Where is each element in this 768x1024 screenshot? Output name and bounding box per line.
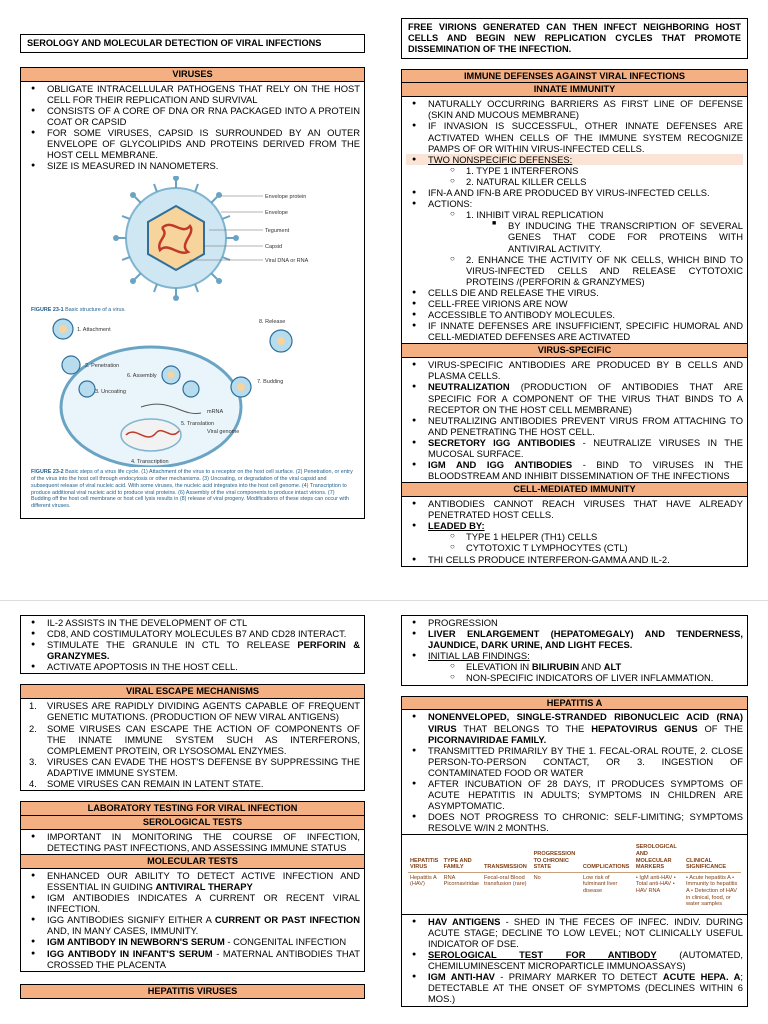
list-item: ● IMPORTANT IN MONITORING THE COURSE OF INFECTION, DETECTING PAST INFECTIONS, AND ASSESSING IMMUNE STATUS [25, 831, 360, 853]
list-item: ● IGG ANTIBODY IN INFANT'S SERUM - MATERNAL ANTIBODIES THAT CROSSED THE PLACENTA [25, 948, 360, 970]
list-item: ● CELL-FREE VIRIONS ARE NOW [406, 298, 743, 309]
label-viral-dna: Viral DNA or RNA [265, 258, 309, 265]
table-row [408, 872, 741, 909]
list-item: ● FOR SOME VIRUSES, CAPSID IS SURROUNDED BY AN OUTER ENVELOPE OF GLYCOLIPIDS AND PROTEINS DERIVED FROM THE HOST CELL MEMBRANE. [25, 127, 360, 160]
molecular-header: MOLECULAR TESTS [21, 854, 364, 869]
list-item: ● IGG ANTIBODIES SIGNIFY EITHER A CURRENT OR PAST INFECTION AND, IN MANY CASES, IMMUNITY. [25, 914, 360, 936]
free-virions-note: FREE VIRIONS GENERATED CAN THEN INFECT NEIGHBORING HOST CELLS AND BEGIN NEW REPLICATION CYCLES THAT PROMOTE DISSEMINATION OF THE INFECTION. [401, 18, 748, 59]
list-item: ● VIRUS-SPECIFIC ANTIBODIES ARE PRODUCED BY B CELLS AND PLASMA CELLS. [406, 359, 743, 381]
hav-table-wrap [402, 834, 747, 913]
list-item: ● LIVER ENLARGEMENT (HEPATOMEGALY) AND TENDERNESS, JAUNDICE, DARK URINE, AND LIGHT FECES. [406, 628, 743, 650]
table-header: TYPE AND FAMILY [442, 843, 482, 872]
table-cell: No [533, 874, 541, 881]
innate-header: INNATE IMMUNITY [402, 83, 747, 97]
hepatitis-a-header: HEPATITIS A [402, 697, 747, 711]
progression-section [401, 615, 748, 686]
list-item: ● NATURALLY OCCURRING BARRIERS AS FIRST LINE OF DEFENSE (SKIN AND MUCOUS MEMBRANE) [406, 98, 743, 120]
escape-header: VIRAL ESCAPE MECHANISMS [21, 685, 364, 699]
virus-specific-list [402, 358, 747, 482]
list-item: ○ ELEVATION IN BILIRUBIN AND ALT [406, 661, 743, 672]
list-item: ○ 2. ENHANCE THE ACTIVITY OF NK CELLS, WHICH BIND TO VIRUS-INFECTED CELLS AND RELEASE CYTOTOXIC PROTEINS /(PERFORIN & GRANZYMES) [406, 254, 743, 287]
list-item: ● THI CELLS PRODUCE INTERFERON-GAMMA AND IL-2. [406, 554, 743, 565]
list-item: ● IL-2 ASSISTS IN THE DEVELOPMENT OF CTL [25, 617, 360, 628]
figure-2-caption: FIGURE 23-2 Basic steps of a virus life cycle. (1) Attachment of the virus to a receptor on the host cell surface. (2) Penetration, or entry of the virus into the host cell through endocytosis or other mechanisms. (3) Uncoating, or degradation of the viral capsid and subsequent release of viral nucleic acid. With some viruses, the nucleic acid integrates into the host cell genome. (4) Transcription to produce additional viral nucleic acid to produce viral proteins. (6) Assembly of the viral components to produce intact virions. (7) Budding off the host cell membrane or host cell lysis results in (8) release of viral progeny. Modifications of these steps can occur with different viruses. [31, 469, 353, 510]
immune-header: IMMUNE DEFENSES AGAINST VIRAL INFECTIONS [402, 70, 747, 84]
list-item: ● ENHANCED OUR ABILITY TO DETECT ACTIVE INFECTION AND ESSENTIAL IN GUIDING ANTIVIRAL THERAPY [25, 870, 360, 892]
list-item: ● ACCESSIBLE TO ANTIBODY MOLECULES. [406, 309, 743, 320]
virus-structure-diagram [31, 176, 356, 304]
list-item: ● IGM ANTIBODY IN NEWBORN'S SERUM - CONGENITAL INFECTION [25, 936, 360, 947]
table-cell: RNA Picornaviridae [443, 874, 480, 888]
list-item: ● CD8, AND COSTIMULATORY MOLECULES B7 AND CD28 INTERACT. [25, 628, 360, 639]
list-item: ■ BY INDUCING THE TRANSCRIPTION OF SEVERAL GENES THAT CODE FOR PROTEINS WITH ANTIVIRAL ACTIVITY. [406, 220, 743, 253]
molecular-list [21, 869, 364, 971]
list-item: ● OBLIGATE INTRACELLULAR PATHOGENS THAT RELY ON THE HOST CELL FOR THEIR REPLICATION AND SURVIVAL [25, 83, 360, 105]
viruses-list [21, 82, 364, 173]
hav-antibody-list [402, 914, 747, 1006]
list-item: ● IFN-A AND IFN-B ARE PRODUCED BY VIRUS-INFECTED CELLS. [406, 187, 743, 198]
escape-section [20, 684, 365, 791]
list-item: ● CELLS DIE AND RELEASE THE VIRUS. [406, 287, 743, 298]
list-item: ● DOES NOT PROGRESS TO CHRONIC: SELF-LIMITING; SYMPTOMS RESOLVE W/IN 2 MONTHS. [406, 811, 743, 833]
right-column-2 [401, 615, 748, 1007]
hepatitis-a-section [401, 696, 748, 1007]
label-attachment: 1. Attachment [77, 327, 111, 334]
cell-mediated-header: CELL-MEDIATED IMMUNITY [402, 482, 747, 497]
list-item: ● IF INVASION IS SUCCESSFUL, OTHER INNATE DEFENSES ARE ACTIVATED WHEN CELLS OF THE IMMUNE SYSTEM RECOGNIZE PAMPS OF OR WITHIN VIRUS-INFECTED CELLS. [406, 120, 743, 153]
label-penetration: 2. Penetration [85, 363, 120, 370]
list-item: ● PROGRESSION [406, 617, 743, 628]
list-item: ● TRANSMITTED PRIMARILY BY THE 1. FECAL-ORAL ROUTE, 2. CLOSE PERSON-TO-PERSON CONTACT, OR 3. INGESTION OF CONTAMINATED FOOD OR WATER [406, 745, 743, 778]
table-header: HEPATITIS VIRUS [408, 843, 442, 872]
list-item: ● ACTIONS: [406, 198, 743, 209]
progression-list [402, 616, 747, 685]
hepatitis-viruses-section [20, 984, 365, 999]
label-mrna: mRNA [207, 409, 224, 416]
list-item: ● AFTER INCUBATION OF 28 DAYS, IT PRODUCES SYMPTOMS OF ACUTE HEPATITIS IN ADULTS; SYMPTOMS IN CHILDREN ARE ASYMPTOMATIC. [406, 778, 743, 811]
label-release: 8. Release [259, 319, 286, 326]
serological-list [21, 830, 364, 854]
list-item: ● NONENVELOPED, SINGLE-STRANDED RIBONUCLEIC ACID (RNA) VIRUS THAT BELONGS TO THE HEPATOVIRUS GENUS OF THE PICORNAVIRIDAE FAMILY. [406, 711, 743, 744]
list-item: ○ 1. INHIBIT VIRAL REPLICATION [406, 209, 743, 220]
list-item: ● TWO NONSPECIFIC DEFENSES: [406, 154, 743, 165]
list-item: ● SIZE IS MEASURED IN NANOMETERS. [25, 160, 360, 171]
list-item: ○ TYPE 1 HELPER (TH1) CELLS [406, 531, 743, 542]
list-item: ● SEROLOGICAL TEST FOR ANTIBODY (AUTOMATED, CHEMILUMINESCENT MICROPARTICLE IMMUNOASSAYS) [406, 949, 743, 971]
list-item: ● STIMULATE THE GRANULE IN CTL TO RELEASE PERFORIN & GRANZYMES. [25, 639, 360, 661]
list-item: ● HAV ANTIGENS - SHED IN THE FECES OF INFEC. INDIV. DURING ACUTE STAGE; DECLINE TO LOW LEVEL; NOT CLINICALLY USEFUL INDICATOR OF DSE. [406, 916, 743, 949]
table-cell: • Acute hepatitis A • Immunity to hepatitis A • Detection of HAV in clinical, food, or water samples [685, 874, 738, 908]
viruses-section [20, 67, 365, 519]
lab-header: LABORATORY TESTING FOR VIRAL INFECTION [21, 802, 364, 816]
list-item: ● ACTIVATE APOPTOSIS IN THE HOST CELL. [25, 661, 360, 672]
innate-list [402, 97, 747, 343]
hepatitis-viruses-header: HEPATITIS VIRUSES [21, 985, 364, 998]
label-assembly: 6. Assembly [127, 373, 157, 380]
continued-list [21, 616, 364, 673]
virus-specific-header: VIRUS-SPECIFIC [402, 343, 747, 358]
hepatitis-a-list [402, 710, 747, 834]
escape-list [21, 699, 364, 790]
table-header: TRANSMISSION [482, 843, 532, 872]
label-budding: 7. Budding [257, 379, 284, 386]
list-item: ● LEADED BY: [406, 520, 743, 531]
list-item: ● NEUTRALIZING ANTIBODIES PREVENT VIRUS FROM ATTACHING TO AND PENETRATING THE HOST CELL. [406, 415, 743, 437]
right-column [401, 18, 748, 567]
label-transcription: 4. Transcription [131, 459, 169, 466]
label-uncoating: 3. Uncoating [95, 389, 126, 396]
list-item: ○ NON-SPECIFIC INDICATORS OF LIVER INFLAMMATION. [406, 672, 743, 683]
cell-mediated-list [402, 497, 747, 566]
list-item: ● IGM ANTI-HAV - PRIMARY MARKER TO DETECT ACUTE HEPA. A; DETECTABLE AT THE ONSET OF SYMPTOMS (DECLINES WITHIN 6 MOS.) [406, 971, 743, 1004]
virus-life-cycle-diagram [31, 317, 356, 467]
figure-1-caption: FIGURE 23-1 Basic structure of a virus. [31, 306, 126, 313]
table-header: COMPLICATIONS [581, 843, 634, 872]
table-cell: Hepatitis A (HAV) [410, 874, 437, 888]
list-item: ● INITIAL LAB FINDINGS: [406, 650, 743, 661]
document-title: SEROLOGY AND MOLECULAR DETECTION OF VIRAL INFECTIONS [20, 34, 365, 53]
list-item: ○ CYTOTOXIC T LYMPHOCYTES (CTL) [406, 542, 743, 553]
table-header: PROGRESSION TO CHRONIC STATE [532, 843, 581, 872]
list-item: ● NEUTRALIZATION (PRODUCTION OF ANTIBODIES THAT ARE SPECIFIC FOR A COMPONENT OF THE VIRUS THAT BINDS TO A RECEPTOR ON THE HOST CELL MEMBRANE) [406, 381, 743, 414]
label-translation: 5. Translation [181, 421, 215, 428]
list-item: 1. VIRUSES ARE RAPIDLY DIVIDING AGENTS CAPABLE OF FREQUENT GENETIC MUTATIONS. (PRODUCTION OF NEW VIRAL ANTIGENS) [29, 700, 360, 723]
left-column [20, 34, 365, 519]
list-item: ● IF INNATE DEFENSES ARE INSUFFICIENT, SPECIFIC HUMORAL AND CELL-MEDIATED DEFENSES ARE ACTIVATED [406, 320, 743, 342]
figure-virus-structure [21, 172, 364, 317]
list-item: ● CONSISTS OF A CORE OF DNA OR RNA PACKAGED INTO A PROTEIN COAT OR CAPSID [25, 105, 360, 127]
label-envelope-protein: Envelope protein [265, 194, 307, 201]
page-2 [0, 600, 768, 1024]
table-cell: • IgM anti-HAV • Total anti-HAV • HAV RNA [635, 874, 676, 895]
list-item: ○ 1. TYPE 1 INTERFERONS [406, 165, 743, 176]
list-item: 2. SOME VIRUSES CAN ESCAPE THE ACTION OF COMPONENTS OF THE INNATE IMMUNE SYSTEM SUCH AS INTERFERONS, COMPLEMENT PROTEIN, OR LYSOSOMAL ENZYMES. [29, 722, 360, 756]
list-item: ● SECRETORY IGG ANTIBODIES - NEUTRALIZE VIRUSES IN THE MUCOSAL SURFACE. [406, 437, 743, 459]
hav-table [408, 843, 741, 909]
label-envelope: Envelope [265, 210, 288, 217]
cell-mediated-continued [20, 615, 365, 674]
label-viral-genome: Viral genome [207, 429, 240, 436]
list-item: 4. SOME VIRUSES CAN REMAIN IN LATENT STATE. [29, 777, 264, 789]
table-header: CLINICAL SIGNIFICANCE [684, 843, 741, 872]
figure-virus-life-cycle [21, 317, 364, 518]
list-item: ○ 2. NATURAL KILLER CELLS [406, 176, 743, 187]
table-cell: Fecal-oral Blood transfusion (rare) [483, 874, 527, 888]
viruses-header: VIRUSES [21, 68, 364, 82]
list-item: 3. VIRUSES CAN EVADE THE HOST'S DEFENSE BY SUPPRESSING THE ADAPTIVE IMMUNE SYSTEM. [29, 755, 360, 778]
serological-header: SEROLOGICAL TESTS [21, 816, 364, 830]
label-capsid: Capsid [265, 244, 283, 251]
table-cell: Low risk of fulminant liver disease [582, 874, 618, 895]
left-column-2 [20, 615, 365, 999]
table-header: SEROLOGICAL AND MOLECULAR MARKERS [634, 843, 684, 872]
list-item: ● IGM AND IGG ANTIBODIES - BIND TO VIRUSES IN THE BLOODSTREAM AND INHIBIT DISSEMINATION OF THE INFECTIONS [406, 459, 743, 481]
label-tegument: Tegument [265, 228, 290, 235]
list-item: ● IGM ANTIBODIES INDICATES A CURRENT OR RECENT VIRAL INFECTION. [25, 892, 360, 914]
lab-testing-section [20, 801, 365, 972]
list-item: ● ANTIBODIES CANNOT REACH VIRUSES THAT HAVE ALREADY PENETRATED HOST CELLS. [406, 498, 743, 520]
immune-defenses-section [401, 69, 748, 567]
